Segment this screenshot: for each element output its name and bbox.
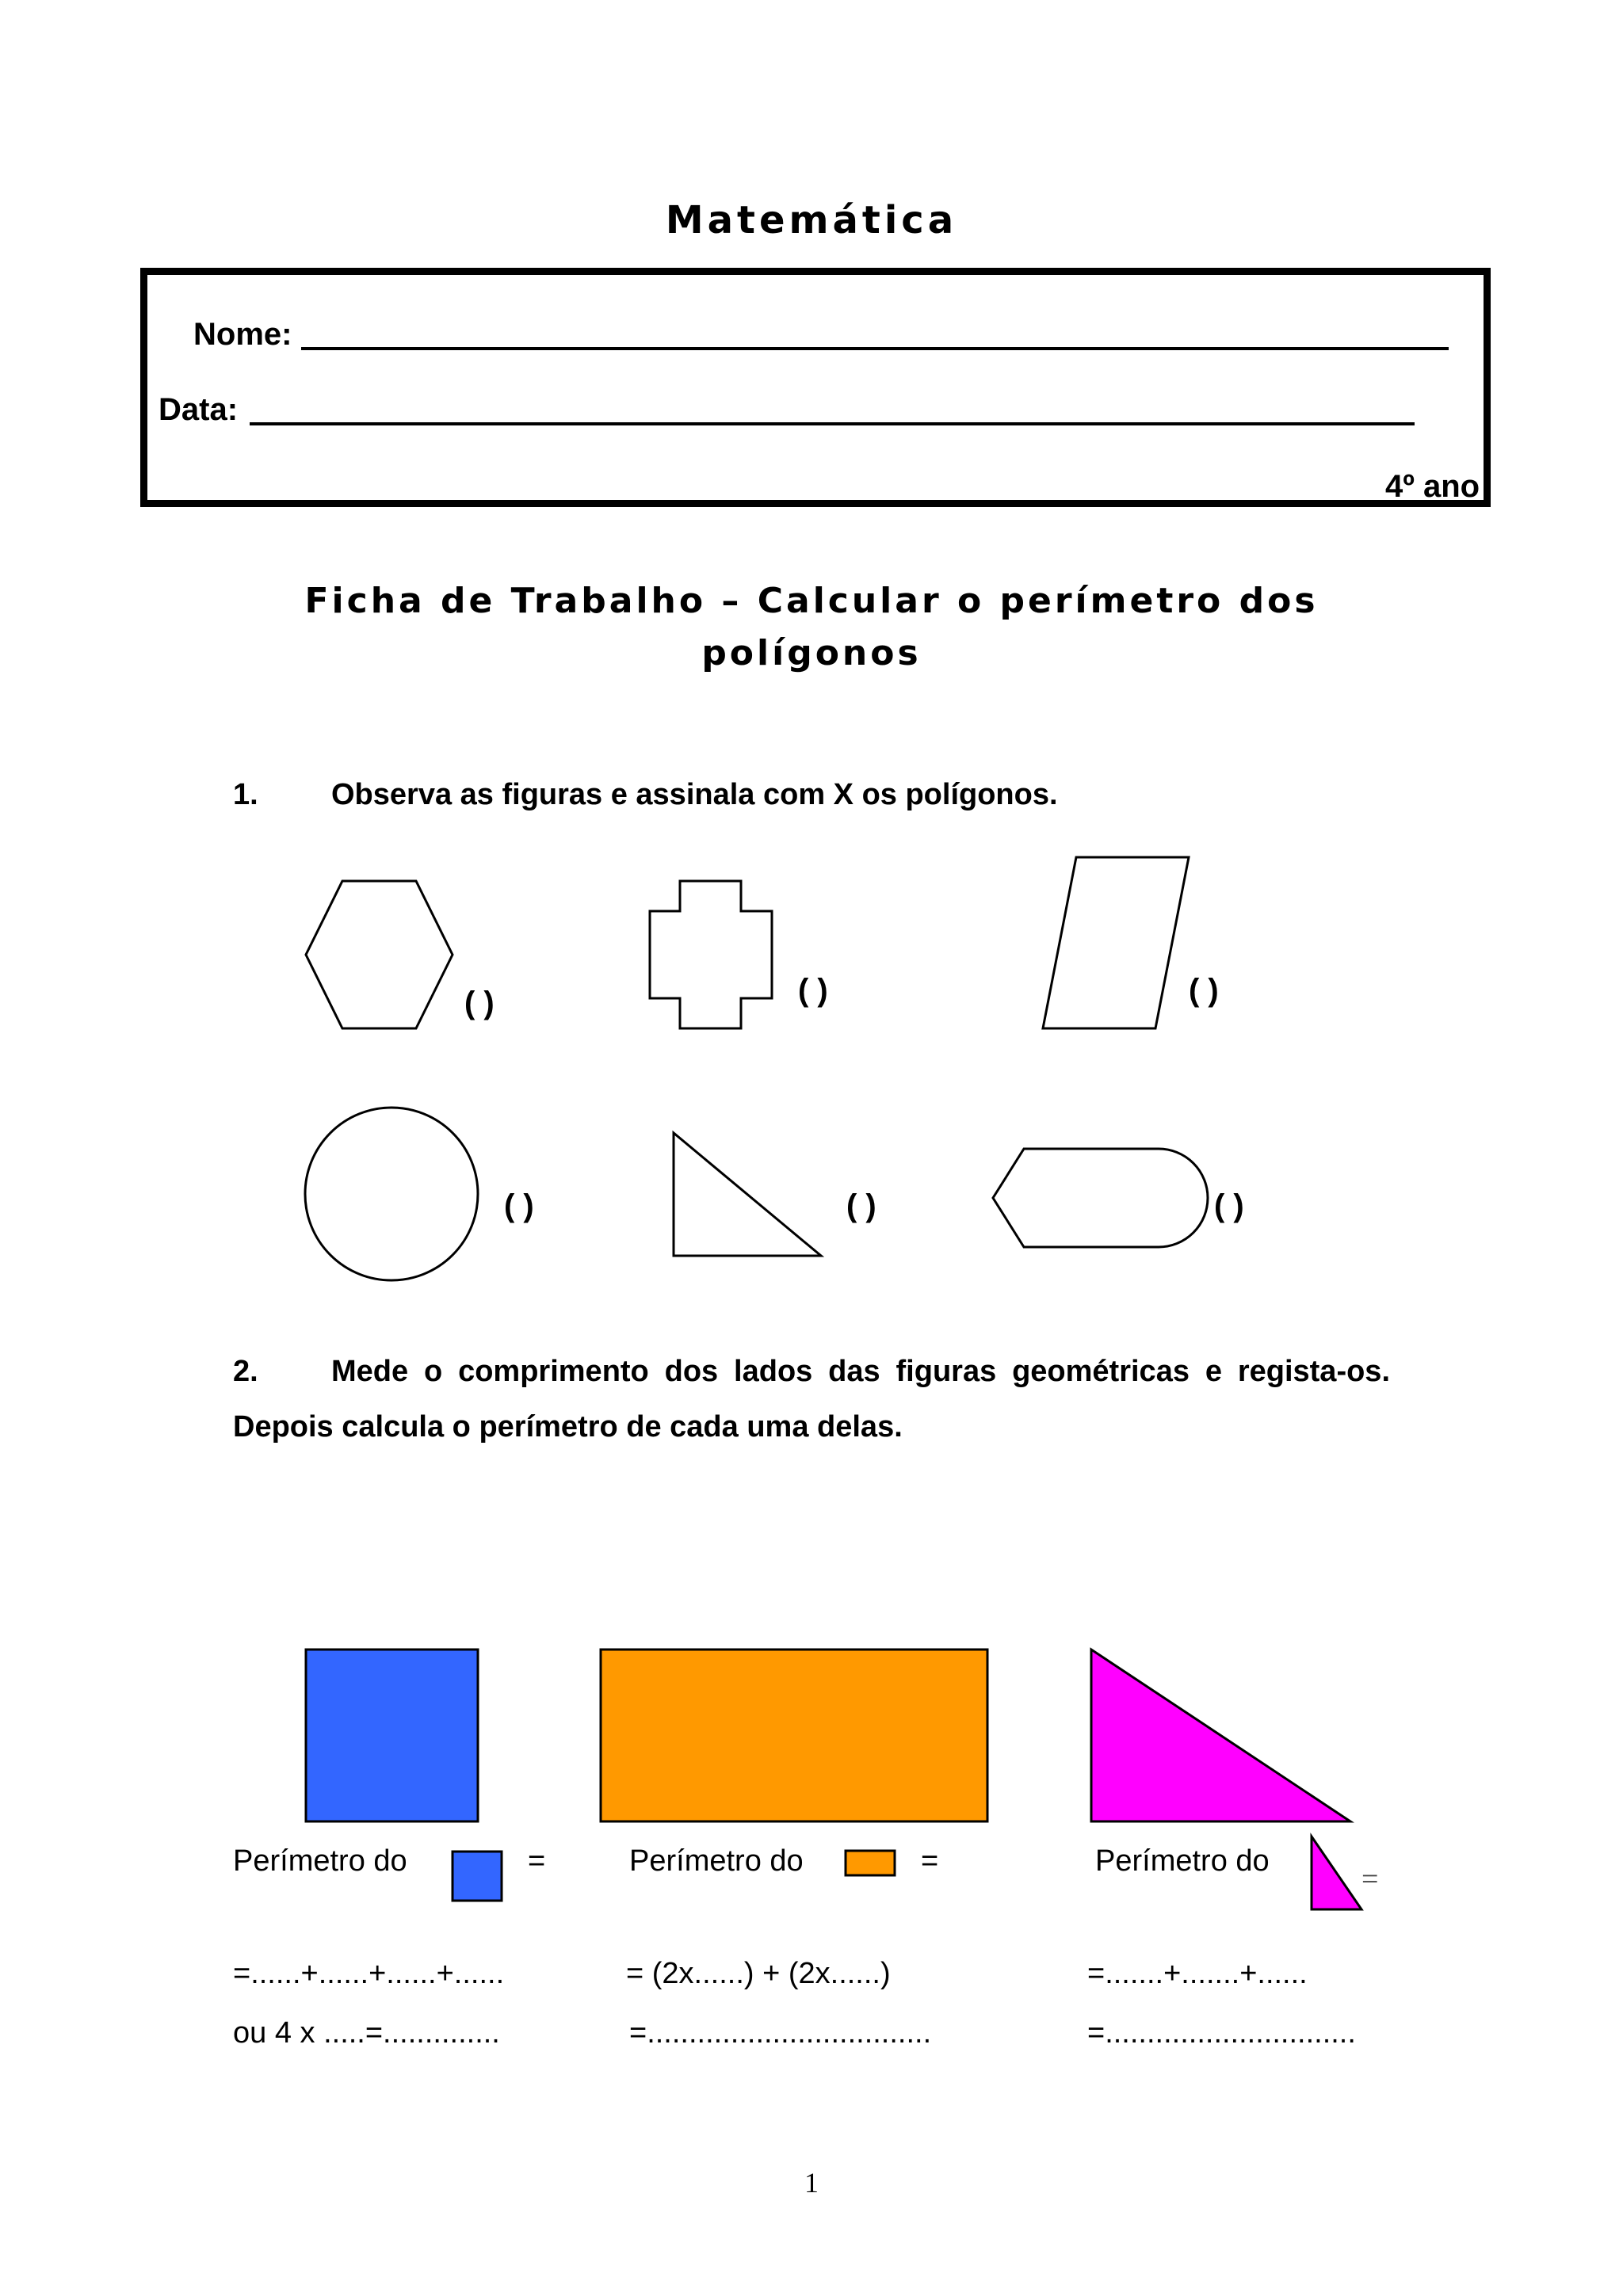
worksheet-title-line1: Ficha de Trabalho – Calcular o perímetro dos — [304, 581, 1319, 621]
small-magenta-triangle-icon — [1312, 1836, 1361, 1909]
blue-square-icon — [306, 1650, 478, 1821]
circle-checkbox[interactable]: ( ) — [504, 1188, 534, 1223]
worksheet-title-line2: polígonos — [701, 633, 922, 673]
perimeter-label-rectangle: Perímetro do — [629, 1844, 804, 1878]
triangle-calc-line1[interactable]: =.......+.......+...... — [1087, 1957, 1308, 1990]
question1-number: 1. — [233, 778, 258, 811]
hexagon-icon — [306, 881, 453, 1028]
name-label: Nome: — [193, 317, 292, 352]
parallelogram-checkbox[interactable]: ( ) — [1189, 973, 1219, 1008]
rounded-pentagon-checkbox[interactable]: ( ) — [1214, 1188, 1244, 1223]
cross-icon — [650, 881, 772, 1028]
orange-rectangle-icon — [601, 1650, 987, 1821]
grade-label: 4º ano — [1385, 469, 1480, 504]
question2 — [233, 1344, 1390, 1455]
right-triangle-icon — [674, 1133, 821, 1256]
perimeter-label-triangle: Perímetro do — [1095, 1844, 1270, 1878]
page-number: 1 — [804, 2167, 819, 2199]
question2-text: Mede o comprimento dos lados das figuras geométricas e regista-os. Depois calcula o perímetro de cada uma delas. — [233, 1355, 1390, 1444]
question2-number: 2. — [233, 1355, 258, 1388]
magenta-triangle-icon — [1091, 1650, 1350, 1821]
circle-icon — [305, 1108, 478, 1280]
parallelogram-icon — [1043, 857, 1189, 1028]
cross-checkbox[interactable]: ( ) — [798, 973, 828, 1008]
question1-text: Observa as figuras e assinala com X os polígonos. — [331, 778, 1058, 811]
small-orange-rectangle-icon — [846, 1851, 895, 1875]
equals-triangle: = — [1361, 1863, 1379, 1896]
equals-rectangle: = — [921, 1844, 939, 1878]
equals-square: = — [528, 1844, 546, 1878]
square-calc-line2[interactable]: ou 4 x .....=.............. — [233, 2016, 500, 2050]
right-triangle-checkbox[interactable]: ( ) — [846, 1188, 876, 1223]
small-blue-square-icon — [453, 1852, 502, 1901]
hexagon-checkbox[interactable]: ( ) — [464, 986, 495, 1020]
date-label: Data: — [158, 392, 239, 427]
rectangle-calc-line1[interactable]: = (2x......) + (2x......) — [626, 1957, 891, 1990]
triangle-calc-line2[interactable]: =.............................. — [1087, 2016, 1356, 2050]
subject-title: Matemática — [665, 198, 958, 242]
perimeter-label-square: Perímetro do — [233, 1844, 407, 1878]
square-calc-line1[interactable]: =......+......+......+...... — [233, 1957, 505, 1990]
rounded-pentagon-icon — [993, 1149, 1208, 1247]
rectangle-calc-line2[interactable]: =.................................. — [629, 2016, 932, 2050]
